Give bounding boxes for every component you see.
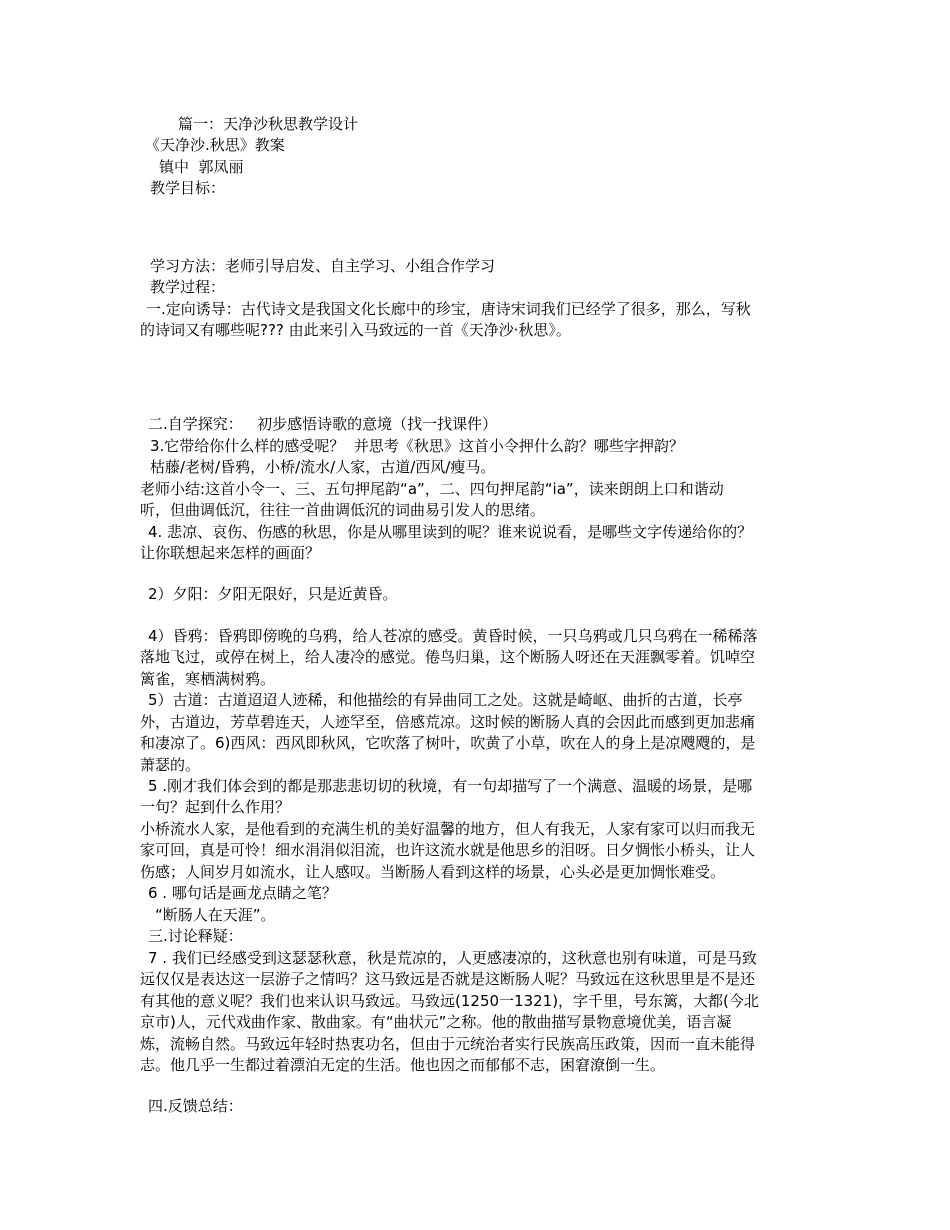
author-line: 镇中 郭凤丽 (159, 158, 244, 176)
answer-6: “断肠人在天涯”。 (155, 906, 276, 924)
teacher-summary-line-1: 老师小结:这首小令一、三、五句押尾韵“a”，二、四句押尾韵“ia”，读来朗朗上口和谐动 (140, 480, 724, 498)
answer-5-line-1: 小桥流水人家，是他看到的充满生机的美好温馨的地方，但人有我无，人家有家可以归而我无 (140, 820, 756, 838)
point-5-line-2: 外，古道边，芳草碧连天，人迹罕至，倍感荒凉。这时候的断肠人真的会因此而感到更加悲痛 (140, 713, 756, 731)
question-7-line-4: 京市)人，元代戏曲作家、散曲家。有“曲状元”之称。他的散曲描写景物意境优美，语言凝 (140, 1013, 732, 1031)
point-5-line-4: 萧瑟的。 (140, 756, 201, 774)
point-2-sunset: 2）夕阳：夕阳无限好，只是近黄昏。 (148, 585, 398, 603)
question-7-line-1: 7 . 我们已经感受到这瑟瑟秋意，秋是荒凉的，人更感凄凉的，这秋意也别有味道，可是马致 (148, 949, 757, 967)
point-5-line-1: 5）古道：古道迢迢人迹稀，和他描绘的有异曲同工之处。这就是崎岖、曲折的古道，长亭 (148, 691, 743, 709)
section-1-line-2: 的诗词又有哪些呢??? 由此来引入马致远的一首《天净沙·秋思》。 (140, 321, 571, 339)
point-4-line-1: 4）昏鸦：昏鸦即傍晚的乌鸦，给人苍凉的感受。黄昏时候，一只乌鸦或几只乌鸦在一稀稀落 (148, 627, 758, 645)
section-1-line-1: 一.定向诱导：古代诗文是我国文化长廊中的珍宝，唐诗宋词我们已经学了很多，那么，写秋 (146, 300, 751, 318)
question-3: 3.它带给你什么样的感受呢？ 并思考《秋思》这首小令押什么韵？哪些字押韵？ (150, 437, 684, 455)
question-5-line-1: 5 .刚才我们体会到的都是那悲悲切切的秋境，有一句却描写了一个满意、温暖的场景，是哪 (148, 777, 753, 795)
question-4-line-2: 让你联想起来怎样的画面？ (140, 544, 321, 562)
answer-5-line-3: 伤感；人间岁月如流水，让人感叹。当断肠人看到这样的场景，心头必是更加惆怅难受。 (140, 863, 726, 881)
question-7-line-3: 有其他的意义呢？我们也来认识马致远。马致远(1250一1321)，字千里，号东篱，大都(今北 (140, 992, 759, 1010)
question-6: 6 . 哪句话是画龙点睛之笔？ (148, 884, 337, 902)
answer-5-line-2: 家可回，真是可怜！细水涓涓似泪流，也许这流水就是他思乡的泪呀。日夕惆怅小桥头，让人 (140, 841, 756, 859)
question-7-line-2: 远仅仅是表达这一层游子之情吗？这马致远是否就是这断肠人呢？马致远在这秋思里是不是还 (140, 970, 756, 988)
question-7-line-6: 志。他几乎一生都过着漂泊无定的生活。他也因之而郁郁不志，困窘潦倒一生。 (140, 1056, 666, 1074)
section-3-title: 三.讨论释疑： (148, 927, 243, 945)
point-4-line-3: 篱雀，寒栖满树鸦。 (140, 670, 276, 688)
section-4-title: 四.反馈总结： (148, 1097, 243, 1115)
point-5-line-3: 和凄凉了。6)西风：西风即秋风，它吹落了树叶，吹黄了小草，吹在人的身上是凉飕飕的，是 (140, 734, 756, 752)
process-label: 教学过程： (150, 278, 226, 296)
question-4-line-1: 4. 悲凉、哀伤、伤感的秋思，你是从哪里读到的呢？谁来说说看，是哪些文字传递给你的？ (148, 523, 753, 541)
document-heading: 篇一：天净沙秋思教学设计 (178, 115, 359, 133)
goals-label: 教学目标： (150, 179, 226, 197)
point-4-line-2: 落地飞过，或停在树上，给人凄冷的感觉。倦鸟归巢，这个断肠人呀还在天涯飘零着。饥啅空 (140, 648, 756, 666)
rhyme-words: 枯藤/老树/昏鸦，小桥/流水/人家，古道/西风/瘦马。 (150, 458, 496, 476)
lesson-subtitle: 《天净沙.秋思》教案 (145, 136, 285, 154)
teacher-summary-line-2: 听，但曲调低沉，往往一首曲调低沉的词曲易引发人的思绪。 (140, 501, 546, 519)
question-5-line-2: 一句？起到什么作用？ (140, 798, 291, 816)
question-7-line-5: 炼，流畅自然。马致远年轻时热衷功名，但由于元统治者实行民族高压政策，因而一直未能得 (140, 1035, 756, 1053)
section-2-title: 二.自学探究： 初步感悟诗歌的意境（找一找课件） (148, 415, 498, 433)
method-line: 学习方法：老师引导启发、自主学习、小组合作学习 (150, 257, 496, 275)
